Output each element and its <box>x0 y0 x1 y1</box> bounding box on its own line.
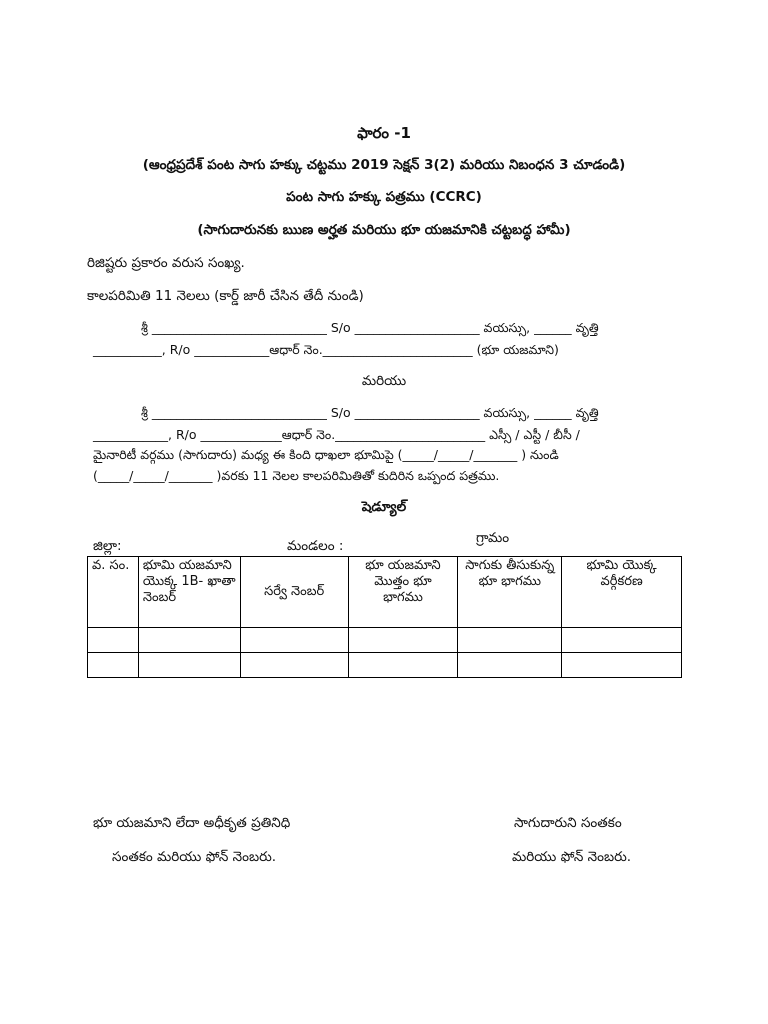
tenant-signature-line-1: సాగుదారుని సంతకం <box>514 815 622 831</box>
form-subheading: (సాగుదారునకు ఋణ అర్హత మరియు భూ యజమానికి చట్టబద్ధ హామీ) <box>197 222 571 238</box>
table-cell <box>348 653 458 678</box>
schedule-title: షెడ్యూల్ <box>361 499 407 515</box>
header-owner-total-land: భూ యజమాని మొత్తం భూ భాగము <box>348 557 458 628</box>
form-subtitle: (ఆంధ్రప్రదేశ్ పంట సాగు హక్కు చట్టము 2019 సెక్షన్ 3(2) మరియు నిబంధన 3 చూడండి) <box>142 157 626 173</box>
header-cultivated-land: సాగుకు తీసుకున్న భూ భాగము <box>458 557 562 628</box>
table-cell <box>348 628 458 653</box>
table-cell <box>240 653 348 678</box>
table-cell <box>562 653 682 678</box>
schedule-table <box>87 556 682 678</box>
district-label: జిల్లా: <box>93 538 122 554</box>
header-land-classification: భూమి యొక్క వర్గీకరణ <box>562 557 682 628</box>
table-cell <box>88 628 139 653</box>
tenant-signature-line-2: మరియు ఫోన్ నెంబరు. <box>512 849 632 865</box>
table-header-row <box>88 557 682 628</box>
village-label: గ్రామం <box>476 530 510 546</box>
table-cell <box>240 628 348 653</box>
table-cell <box>458 653 562 678</box>
header-khata-number: భూమి యజమాని యొక్క 1B- ఖాతా నెంబర్ <box>138 557 240 628</box>
form-title: ఫారం -1 <box>357 124 411 142</box>
table-cell <box>88 653 139 678</box>
table-row <box>88 628 682 653</box>
tenant-line-4: (_____/_____/_______ )వరకు 11 నెలల కాలపరిమితితో కుదిరిన ఒప్పంద పత్రము. <box>93 468 500 483</box>
tenant-line-1: శ్రీ ____________________________ S/o ____________________ వయస్సు, ______ వృత్తి <box>141 405 599 420</box>
table-cell <box>138 628 240 653</box>
owner-line-1: శ్రీ ____________________________ S/o ____________________ వయస్సు, ______ వృత్తి <box>141 320 599 335</box>
form-heading: పంట సాగు హక్కు పత్రము (CCRC) <box>286 189 482 205</box>
register-serial: రిజిష్టరు ప్రకారం వరుస సంఖ్య. <box>87 255 245 271</box>
table-cell <box>138 653 240 678</box>
tenant-line-3: మైనారిటీ వర్గము (సాగుదారు) మధ్య ఈ కింది ధాఖలా భూమిపై (_____/_____/_______ ) నుండి <box>93 447 559 462</box>
mandal-label: మండలం : <box>287 538 344 554</box>
owner-line-2: ___________, R/o ____________ఆధార్ నెం.________________________ (భూ యజమాని) <box>93 342 559 357</box>
tenant-line-2: ____________, R/o _____________ఆధార్ నెం.________________________ ఎస్సీ / ఎస్టీ / బీసీ / <box>93 427 580 442</box>
owner-signature-line-2: సంతకం మరియు ఫోన్ నెంబరు. <box>112 849 277 865</box>
table-cell <box>562 628 682 653</box>
validity-text: కాలపరిమితి 11 నెలలు (కార్డ్ జారీ చేసిన తేదీ నుండి) <box>87 288 364 304</box>
table-cell <box>458 628 562 653</box>
and-word: మరియు <box>361 373 407 389</box>
owner-signature-line-1: భూ యజమాని లేదా అధీకృత ప్రతినిధి <box>93 815 291 831</box>
header-survey-number: సర్వే నెంబర్ <box>240 557 348 628</box>
header-serial: వ. సం. <box>88 557 139 628</box>
table-row <box>88 653 682 678</box>
